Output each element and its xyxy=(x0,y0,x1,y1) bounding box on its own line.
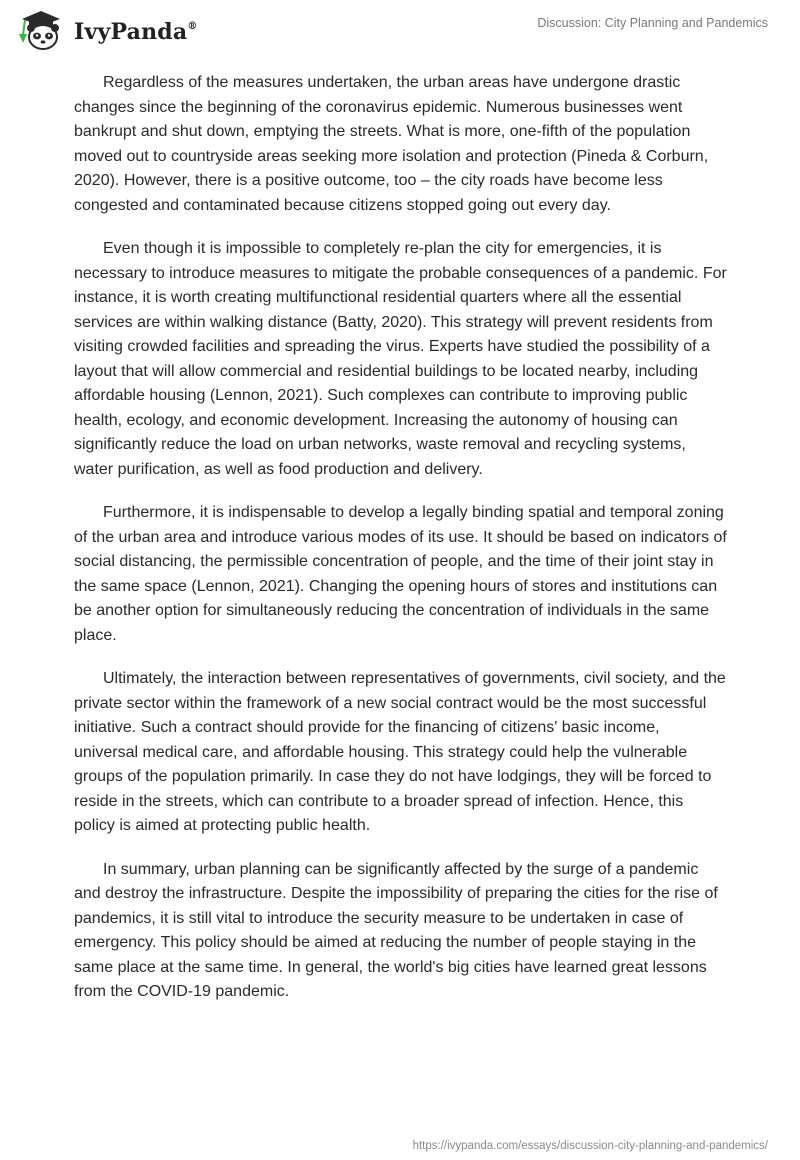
logo-wordmark xyxy=(74,19,198,45)
document-title: Discussion: City Planning and Pandemics xyxy=(537,16,768,30)
ivypanda-logo[interactable] xyxy=(16,8,198,54)
paragraph: In summary, urban planning can be significantly affected by the surge of a pandemic and destroy the infrastructure. Despite the impossibility of preparing the cities for the rise of pandemics, it is still vital to introduce the security measure to be undertaken in case of emergency. This policy should be aimed at reducing the number of people staying in the same place at the same time. In general, the world's big cities have learned great lessons from the COVID-19 pandemic. xyxy=(74,860,718,1000)
logo-text: IvyPanda xyxy=(74,19,188,45)
essay-body xyxy=(74,71,728,1024)
source-url-link[interactable]: https://ivypanda.com/essays/discussion-city-planning-and-pandemics/ xyxy=(412,1140,768,1152)
paragraph: Regardless of the measures undertaken, the urban areas have undergone drastic changes since the beginning of the coronavirus epidemic. Numerous businesses went bankrupt and shut down, emptying the streets. What is more, one-fifth of the population moved out to countryside areas seeking more isolation and protection (Pineda & Corburn, 2020). However, there is a positive outcome, too – the city roads have become less congested and contaminated because citizens stopped going out every day. xyxy=(74,74,709,214)
panda-graduate-icon xyxy=(16,9,66,53)
paragraph: Furthermore, it is indispensable to develop a legally binding spatial and temporal zoning of the urban area and introduce various modes of its use. It should be based on indicators of social distancing, the permissible concentration of people, and the time of their joint stay in the same space (Lennon, 2021). Changing the opening hours of stores and institutions can be another option for simultaneously reducing the concentration of individuals in the same place. xyxy=(74,504,727,644)
registered-mark: ® xyxy=(187,20,198,32)
page-header xyxy=(0,0,800,62)
paragraph: Ultimately, the interaction between representatives of governments, civil society, and the private sector within the framework of a new social contract would be the most successful initiative. Such a contract should provide for the financing of citizens' basic income, universal medical care, and affordable housing. This strategy could help the vulnerable groups of the population primarily. In case they do not have lodgings, they will be forced to reside in the streets, which can contribute to a broader spread of infection. Hence, this policy is aimed at protecting public health. xyxy=(74,670,726,834)
paragraph: Even though it is impossible to completely re-plan the city for emergencies, it is necessary to introduce measures to mitigate the probable consequences of a pandemic. For instance, it is worth creating multifunctional residential quarters where all the essential services are within walking distance (Batty, 2020). This strategy will prevent residents from visiting crowded facilities and spreading the virus. Experts have studied the possibility of a layout that will allow commercial and residential buildings to be located nearby, including affordable housing (Lennon, 2021). Such complexes can contribute to improving public health, ecology, and economic development. Increasing the autonomy of housing can significantly reduce the load on urban networks, waste removal and recycling systems, water purification, as well as food production and delivery. xyxy=(74,240,727,478)
